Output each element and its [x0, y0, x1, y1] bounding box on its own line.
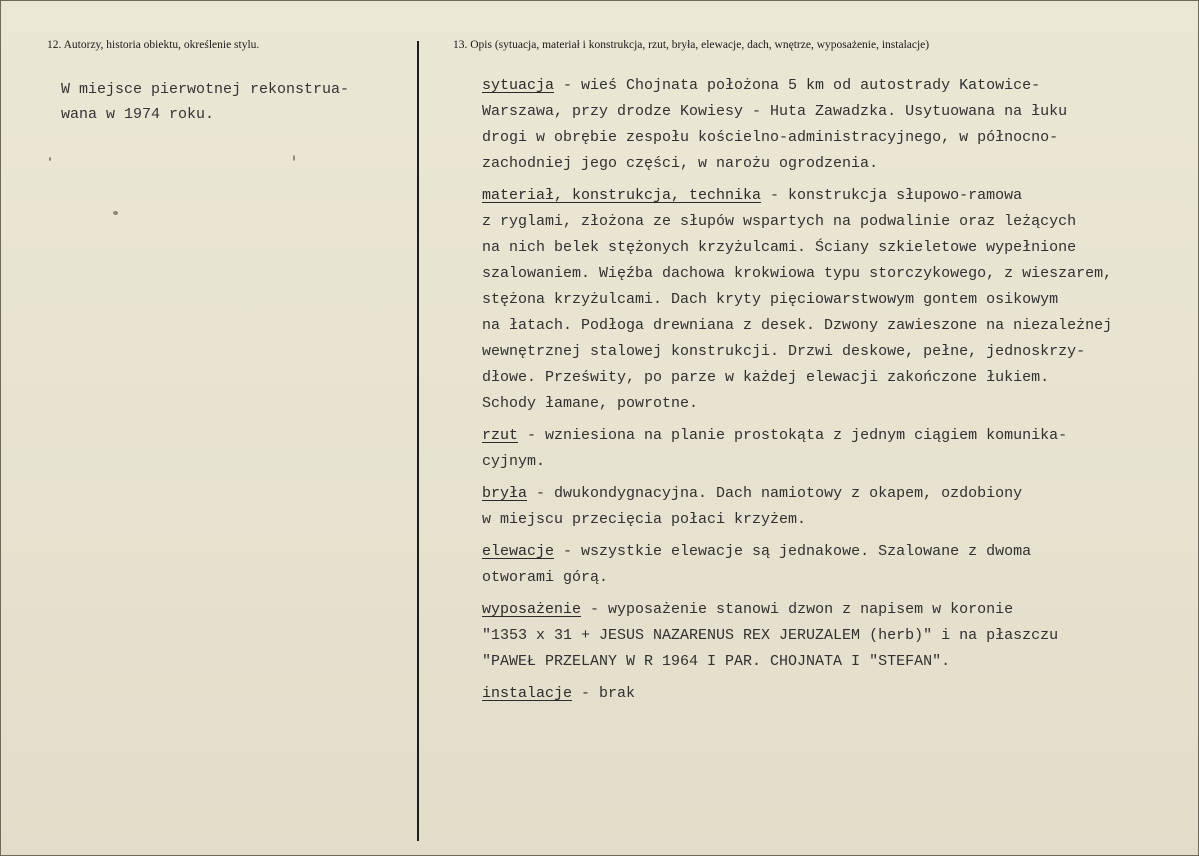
section-2 — [482, 423, 1182, 475]
section-text: - wszystkie elewacje są jednakowe. Szalowane z dwoma — [554, 543, 1032, 560]
section-line: otworami górą. — [482, 569, 609, 586]
section-0 — [482, 73, 1182, 177]
section-line — [482, 681, 1182, 707]
section-line: drogi w obrębie zespołu kościelno-administracyjnego, w północno- — [482, 129, 1059, 146]
paper-speck — [113, 211, 118, 215]
paper-speck — [49, 157, 51, 161]
section-line: zachodniej jego części, w narożu ogrodzenia. — [482, 155, 879, 172]
section-line: "PAWEŁ PRZELANY W R 1964 I PAR. CHOJNATA I "STEFAN". — [482, 653, 951, 670]
section-line: Schody łamane, powrotne. — [482, 395, 699, 412]
section-text: - wyposażenie stanowi dzwon z napisem w koronie — [581, 601, 1014, 618]
paper-speck — [293, 155, 295, 161]
right-column-header: 13. Opis (sytuacja, materiał i konstrukcja, rzut, bryła, elewacje, dach, wnętrze, wyposażenie, instalacje) — [453, 39, 930, 51]
section-5 — [482, 597, 1182, 675]
left-column-text — [61, 77, 401, 127]
section-3 — [482, 481, 1182, 533]
section-text: - konstrukcja słupowo-ramowa — [761, 187, 1023, 204]
section-label: bryła — [482, 485, 528, 502]
section-line: na nich belek stężonych krzyżulcami. Ściany szkieletowe wypełnione — [482, 239, 1077, 256]
section-line — [482, 597, 1182, 623]
section-label: rzut — [482, 427, 519, 444]
description-body — [482, 73, 1182, 713]
section-line: Warszawa, przy drodze Kowiesy - Huta Zawadzka. Usytuowana na łuku — [482, 103, 1068, 120]
section-line: w miejscu przecięcia połaci krzyżem. — [482, 511, 807, 528]
section-6 — [482, 681, 1182, 707]
section-text: - wzniesiona na planie prostokąta z jednym ciągiem komunika- — [518, 427, 1068, 444]
left-column-header: 12. Autorzy, historia obiektu, określenie stylu. — [47, 39, 260, 51]
section-line: szalowaniem. Więźba dachowa krokwiowa typu storczykowego, z wieszarem, — [482, 265, 1113, 282]
section-label: instalacje — [482, 685, 573, 702]
section-line — [482, 73, 1182, 99]
section-label: wyposażenie — [482, 601, 582, 618]
section-text: - dwukondygnacyjna. Dach namiotowy z okapem, ozdobiony — [527, 485, 1023, 502]
section-line — [482, 481, 1182, 507]
section-line — [482, 423, 1182, 449]
section-line — [482, 183, 1182, 209]
column-divider — [417, 41, 419, 841]
section-1 — [482, 183, 1182, 417]
section-label: sytuacja — [482, 77, 555, 94]
section-text: - wieś Chojnata położona 5 km od autostrady Katowice- — [554, 77, 1041, 94]
section-line: stężona krzyżulcami. Dach kryty pięciowarstwowym gontem osikowym — [482, 291, 1059, 308]
left-text-line: W miejsce pierwotnej rekonstrua- — [61, 81, 350, 98]
section-line — [482, 539, 1182, 565]
section-line: dłowe. Prześwity, po parze w każdej elewacji zakończone łukiem. — [482, 369, 1050, 386]
section-line: wewnętrznej stalowej konstrukcji. Drzwi deskowe, pełne, jednoskrzy- — [482, 343, 1086, 360]
section-label: elewacje — [482, 543, 555, 560]
left-text-line: wana w 1974 roku. — [61, 106, 215, 123]
section-line: "1353 x 31 + JESUS NAZARENUS REX JERUZALEM (herb)" i na płaszczu — [482, 627, 1059, 644]
section-text: - brak — [572, 685, 636, 702]
section-4 — [482, 539, 1182, 591]
section-label: materiał, konstrukcja, technika — [482, 187, 762, 204]
section-line: na łatach. Podłoga drewniana z desek. Dzwony zawieszone na niezależnej — [482, 317, 1113, 334]
section-line: cyjnym. — [482, 453, 546, 470]
section-line: z ryglami, złożona ze słupów wspartych na podwalinie oraz leżących — [482, 213, 1077, 230]
